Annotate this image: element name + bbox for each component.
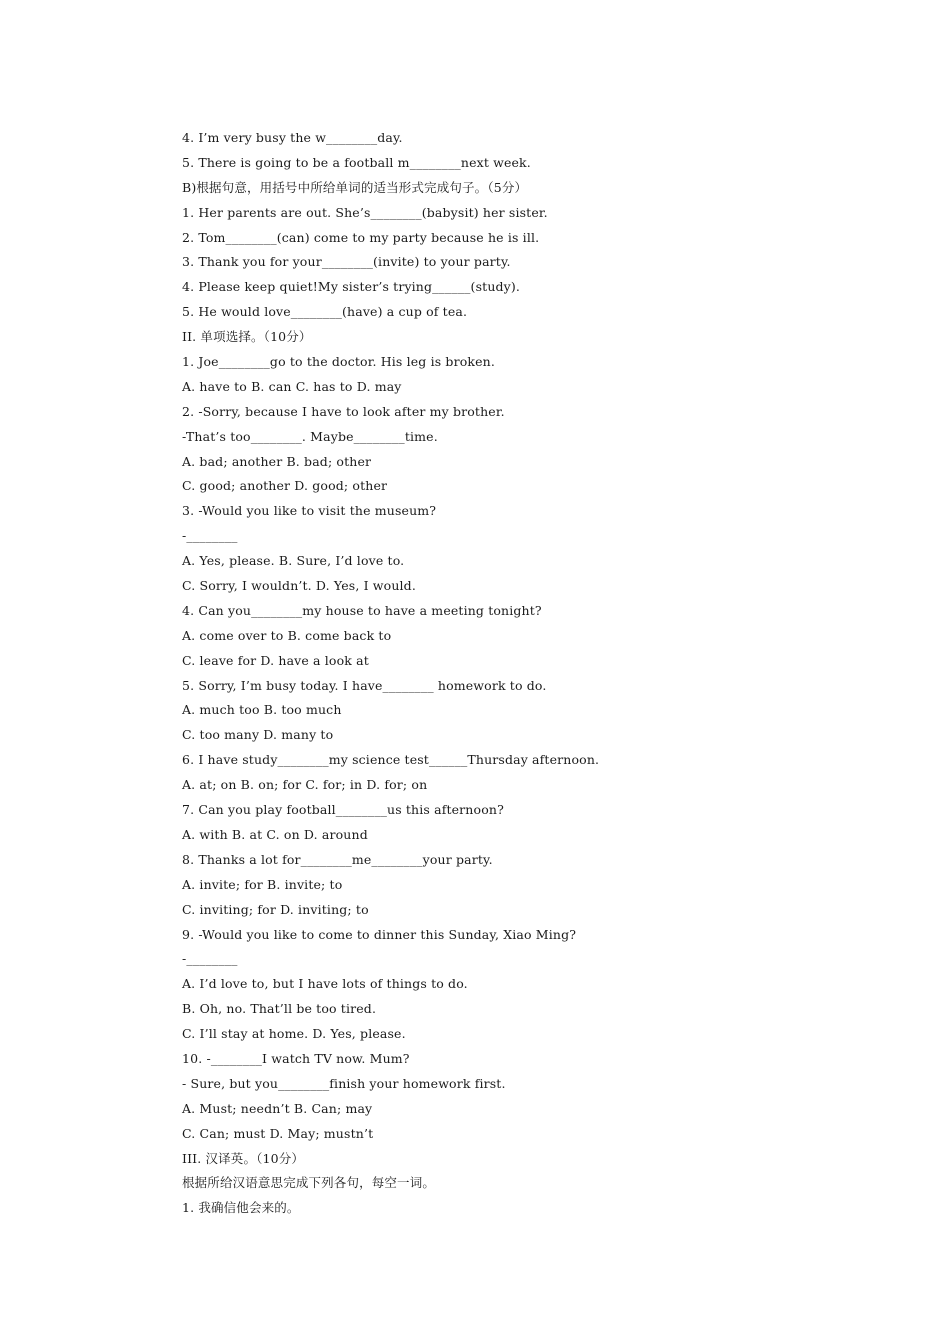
- options-line: A. Must; needn’t B. Can; may: [182, 1100, 373, 1116]
- text-line: 3. Thank you for your________(invite) to your party.: [182, 254, 511, 270]
- question-line: 5. Sorry, I’m busy today. I have________ homework to do.: [182, 677, 547, 693]
- text-line: 5. There is going to be a football m________next week.: [182, 154, 531, 170]
- question-line: 1. 我确信他会来的。: [182, 1200, 300, 1216]
- options-line: A. at; on B. on; for C. for; in D. for; on: [182, 777, 428, 793]
- options-line: A. invite; for B. invite; to: [182, 876, 343, 892]
- options-line: A. I’d love to, but I have lots of things to do.: [182, 976, 468, 992]
- options-line: C. too many D. many to: [182, 727, 334, 743]
- question-line: - Sure, but you________finish your homework first.: [182, 1075, 506, 1091]
- question-line: -That’s too________. Maybe________time.: [182, 428, 438, 444]
- document-body: [182, 126, 882, 1221]
- options-line: A. bad; another B. bad; other: [182, 453, 372, 469]
- options-line: A. Yes, please. B. Sure, I’d love to.: [182, 553, 405, 569]
- question-line: 3. -Would you like to visit the museum?: [182, 503, 437, 519]
- question-line: 10. -________I watch TV now. Mum?: [182, 1050, 410, 1066]
- options-line: B. Oh, no. That’ll be too tired.: [182, 1001, 377, 1017]
- options-line: A. much too B. too much: [182, 702, 342, 718]
- options-line: C. I’ll stay at home. D. Yes, please.: [182, 1026, 406, 1042]
- options-line: C. inviting; for D. inviting; to: [182, 901, 369, 917]
- question-line: 6. I have study________my science test______Thursday afternoon.: [182, 752, 600, 768]
- options-line: C. good; another D. good; other: [182, 478, 388, 494]
- instruction-line: 根据所给汉语意思完成下列各句，每空一词。: [182, 1175, 436, 1191]
- answer-blank: -________: [182, 951, 238, 967]
- options-line: A. with B. at C. on D. around: [182, 826, 368, 842]
- section-heading: III. 汉译英。（10分）: [182, 1150, 305, 1166]
- question-line: 1. Joe________go to the doctor. His leg is broken.: [182, 354, 495, 370]
- options-line: A. have to B. can C. has to D. may: [182, 378, 402, 394]
- options-line: A. come over to B. come back to: [182, 627, 392, 643]
- text-line: 4. I’m very busy the w________day.: [182, 130, 403, 145]
- text-line: 1. Her parents are out. She’s________(babysit) her sister.: [182, 204, 548, 220]
- question-line: 9. -Would you like to come to dinner this Sunday, Xiao Ming?: [182, 926, 577, 942]
- text-line: 4. Please keep quiet!My sister’s trying______(study).: [182, 279, 521, 295]
- options-line: C. Sorry, I wouldn’t. D. Yes, I would.: [182, 578, 416, 594]
- question-line: 8. Thanks a lot for________me________your party.: [182, 851, 493, 867]
- question-line: 2. -Sorry, because I have to look after my brother.: [182, 403, 505, 419]
- text-line: 5. He would love________(have) a cup of tea.: [182, 304, 468, 320]
- question-line: 7. Can you play football________us this afternoon?: [182, 802, 504, 818]
- options-line: C. Can; must D. May; mustn’t: [182, 1125, 374, 1141]
- question-line: 4. Can you________my house to have a meeting tonight?: [182, 602, 542, 618]
- section-heading: B)根据句意，用括号中所给单词的适当形式完成句子。（5分）: [182, 179, 528, 195]
- section-heading: II. 单项选择。（10分）: [182, 329, 312, 345]
- answer-blank: -________: [182, 528, 238, 544]
- options-line: C. leave for D. have a look at: [182, 652, 369, 668]
- text-line: 2. Tom________(can) come to my party because he is ill.: [182, 229, 540, 245]
